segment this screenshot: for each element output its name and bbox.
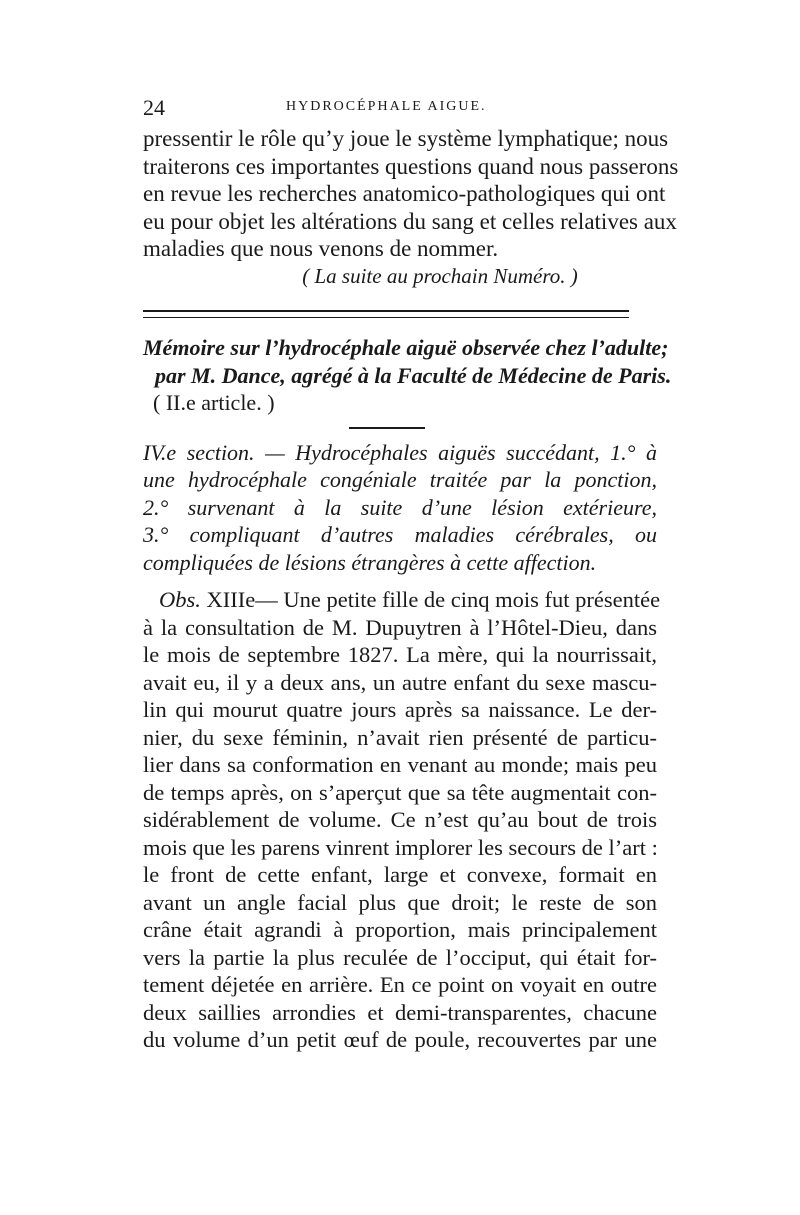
text-line: lier dans sa conformation en venant au monde; mais peu bbox=[143, 752, 657, 777]
observation-first-line bbox=[143, 586, 661, 614]
page-number: 24 bbox=[143, 95, 165, 120]
text-line: traiterons ces importantes questions quand nous passerons bbox=[143, 153, 679, 179]
text-line: nier, du sexe féminin, n’avait rien présenté de particu- bbox=[143, 724, 657, 750]
observation-first-line-text: XIIIe— Une petite fille de cinq mois fut présentée bbox=[206, 587, 661, 612]
text-line: sidérablement de volume. Ce n’est qu’au bout de trois bbox=[143, 807, 657, 832]
running-head bbox=[143, 95, 657, 125]
observation-label: Obs. bbox=[159, 587, 201, 612]
text-line: deux saillies arrondies et demi-transparentes, chacune bbox=[143, 999, 657, 1025]
article-title-line: Mémoire sur l’hydrocéphale aiguë observée chez l’adulte; bbox=[143, 335, 669, 360]
text-line: de temps après, on s’aperçut que sa tête augmentait con- bbox=[143, 779, 657, 805]
section-heading bbox=[143, 439, 657, 577]
text-line: pressentir le rôle qu’y joue le système lymphatique; nous bbox=[143, 126, 669, 151]
text-line: à la consultation de M. Dupuytren à l’Hôtel-Dieu, dans bbox=[143, 614, 657, 640]
article-part: ( II.e article. ) bbox=[153, 390, 275, 415]
text-line: crâne était agrandi à proportion, mais principalement bbox=[143, 917, 657, 942]
text-line: eu pour objet les altérations du sang et celles relatives aux bbox=[143, 208, 677, 234]
article-title bbox=[143, 334, 672, 417]
short-divider bbox=[349, 427, 425, 429]
section-heading-line: 3.° compliquant d’autres maladies cérébrales, ou bbox=[143, 522, 657, 547]
article-title-line: par M. Dance, agrégé à la Faculté de Médecine de Paris. bbox=[155, 362, 672, 388]
section-divider bbox=[143, 310, 629, 318]
text-line: vers la partie la plus reculée de l’occiput, qui était for- bbox=[143, 944, 657, 970]
book-page bbox=[143, 95, 679, 1054]
text-line: maladies que nous venons de nommer. bbox=[143, 236, 499, 261]
previous-article-end bbox=[143, 125, 679, 290]
text-line: le mois de septembre 1827. La mère, qui la nourrissait, bbox=[143, 642, 657, 667]
section-heading-line: une hydrocéphale congéniale traitée par la ponction, bbox=[143, 467, 657, 492]
text-line: le front de cette enfant, large et convexe, formait en bbox=[143, 862, 657, 887]
observation-text bbox=[143, 586, 661, 1054]
section-heading-line: compliquées de lésions étrangères à cette affection. bbox=[143, 549, 597, 575]
section-heading-line: 2.° survenant à la suite d’une lésion extérieure, bbox=[143, 494, 657, 520]
text-line: avait eu, il y a deux ans, un autre enfant du sexe mascu- bbox=[143, 669, 657, 695]
text-line: lin qui mourut quatre jours après sa naissance. Le der- bbox=[143, 697, 657, 722]
continuation-note: ( La suite au prochain Numéro. ) bbox=[302, 263, 578, 288]
text-line: avant un angle facial plus que droit; le reste de son bbox=[143, 889, 657, 915]
text-line: en revue les recherches anatomico-pathologiques qui ont bbox=[143, 181, 666, 206]
running-title: HYDROCÉPHALE AIGUE. bbox=[286, 99, 487, 114]
text-line: mois que les parens vinrent implorer les secours de l’art : bbox=[143, 834, 658, 860]
section-heading-line: IV.e section. — Hydrocéphales aiguës succédant, 1.° à bbox=[143, 439, 657, 465]
text-line: du volume d’un petit œuf de poule, recouvertes par une bbox=[143, 1027, 657, 1052]
text-line: tement déjetée en arrière. En ce point on voyait en outre bbox=[143, 972, 657, 997]
